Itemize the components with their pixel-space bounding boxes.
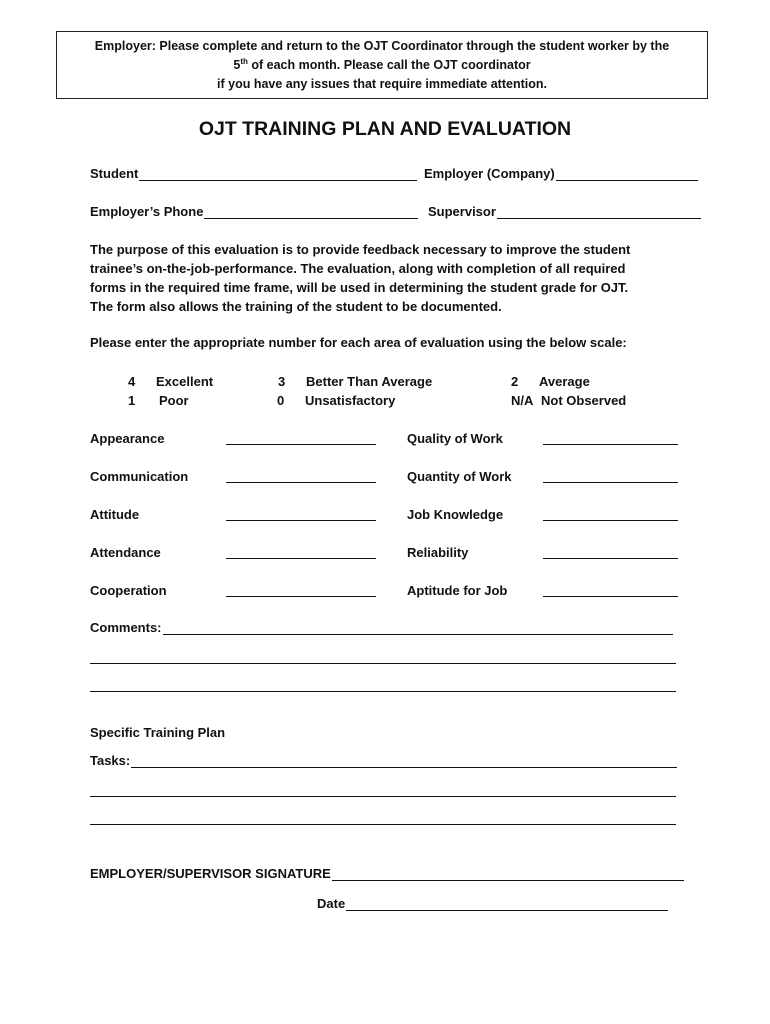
supervisor-blank[interactable] (497, 206, 701, 219)
scale-intro: Please enter the appropriate number for each area of evaluation using the below scale: (90, 335, 627, 350)
eval-label-aptitude-for-job: Aptitude for Job (407, 583, 508, 598)
eval-label-job-knowledge: Job Knowledge (407, 507, 504, 522)
comments-blank-2[interactable] (90, 662, 676, 664)
student-blank[interactable] (139, 168, 417, 181)
notice-box (56, 31, 708, 99)
purpose-line: The purpose of this evaluation is to provide feedback necessary to improve the student (90, 242, 631, 257)
student-label: Student (90, 166, 139, 181)
eval-label-attitude: Attitude (90, 507, 140, 522)
eval-label-communication: Communication (90, 469, 189, 484)
purpose-paragraph (90, 240, 680, 316)
tasks-field[interactable] (90, 753, 677, 768)
phone-label: Employer’s Phone (90, 204, 204, 219)
eval-input-reliability[interactable] (543, 546, 678, 559)
notice-line-2-sup: th (240, 56, 248, 66)
notice-line-1: Employer: Please complete and return to the OJT Coordinator through the student worker by the (94, 39, 670, 53)
date-label: Date (317, 896, 346, 911)
notice-line-2-day: 5 (233, 58, 241, 72)
employer-label: Employer (Company) (424, 166, 555, 181)
scale-label: Unsatisfactory (305, 393, 396, 408)
eval-input-communication[interactable] (226, 470, 376, 483)
scale-label: Average (539, 374, 590, 389)
phone-blank[interactable] (204, 206, 418, 219)
scale-label: Poor (159, 393, 189, 408)
eval-label-quantity-of-work: Quantity of Work (407, 469, 512, 484)
purpose-line: forms in the required time frame, will be used in determining the student grade for OJT. (90, 280, 629, 295)
training-plan-heading: Specific Training Plan (90, 725, 226, 740)
date-field[interactable] (317, 896, 668, 911)
phone-field[interactable] (90, 204, 418, 219)
eval-input-quantity-of-work[interactable] (543, 470, 678, 483)
scale-num: 3 (278, 374, 286, 389)
notice-line-2 (57, 56, 707, 75)
date-blank[interactable] (346, 898, 668, 911)
employer-blank[interactable] (556, 168, 698, 181)
scale-label: Better Than Average (306, 374, 433, 389)
signature-blank[interactable] (332, 868, 684, 881)
eval-input-aptitude-for-job[interactable] (543, 584, 678, 597)
eval-input-attendance[interactable] (226, 546, 376, 559)
signature-label: EMPLOYER/SUPERVISOR SIGNATURE (90, 866, 331, 881)
scale-label: Excellent (156, 374, 214, 389)
signature-field[interactable] (90, 866, 684, 881)
tasks-blank-3[interactable] (90, 823, 676, 825)
tasks-blank-1[interactable] (131, 755, 677, 768)
eval-input-appearance[interactable] (226, 432, 376, 445)
student-field[interactable] (90, 166, 417, 181)
scale-num: N/A (511, 393, 534, 408)
eval-input-quality-of-work[interactable] (543, 432, 678, 445)
scale-num: 2 (511, 374, 519, 389)
eval-input-cooperation[interactable] (226, 584, 376, 597)
comments-label: Comments: (90, 620, 162, 635)
employer-field[interactable] (424, 166, 698, 181)
eval-input-attitude[interactable] (226, 508, 376, 521)
scale-num: 0 (277, 393, 285, 408)
supervisor-field[interactable] (428, 204, 701, 219)
eval-label-quality-of-work: Quality of Work (407, 431, 503, 446)
purpose-line: The form also allows the training of the student to be documented. (90, 299, 502, 314)
eval-label-attendance: Attendance (90, 545, 161, 560)
scale-num: 1 (128, 393, 136, 408)
page-title: OJT TRAINING PLAN AND EVALUATION (198, 118, 572, 140)
scale-label: Not Observed (541, 393, 627, 408)
eval-label-reliability: Reliability (407, 545, 469, 560)
eval-input-job-knowledge[interactable] (543, 508, 678, 521)
eval-label-appearance: Appearance (90, 431, 165, 446)
tasks-blank-2[interactable] (90, 795, 676, 797)
supervisor-label: Supervisor (428, 204, 496, 219)
tasks-label: Tasks: (90, 753, 131, 768)
comments-field[interactable] (90, 620, 673, 635)
notice-line-2-rest: of each month. Please call the OJT coordinator (247, 58, 531, 72)
scale-num: 4 (128, 374, 136, 389)
notice-line-3: if you have any issues that require immediate attention. (217, 77, 547, 91)
eval-label-cooperation: Cooperation (90, 583, 167, 598)
comments-blank-1[interactable] (163, 622, 673, 635)
purpose-line: trainee’s on-the-job-performance. The evaluation, along with completion of all required (90, 261, 626, 276)
comments-blank-3[interactable] (90, 690, 676, 692)
